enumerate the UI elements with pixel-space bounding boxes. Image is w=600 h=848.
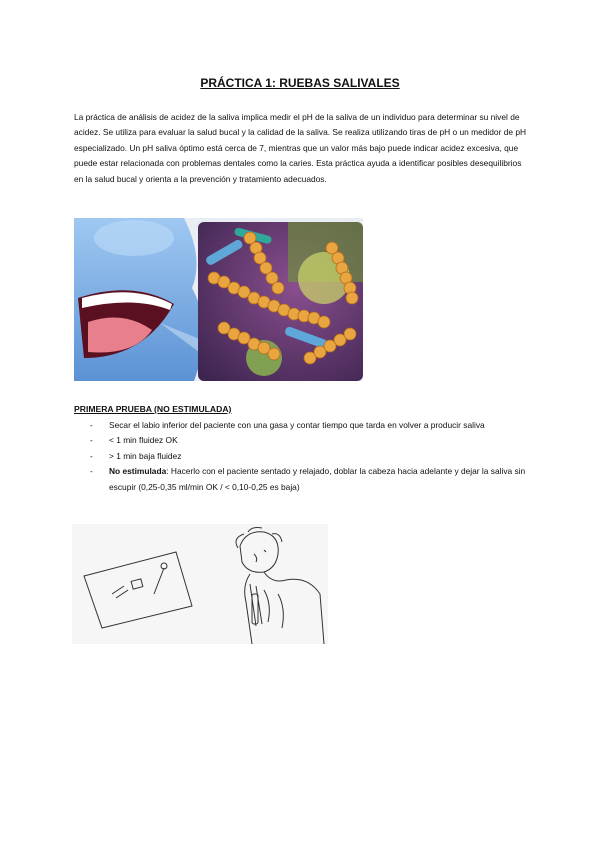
list-item: - No estimulada: Hacerlo con el paciente sentado y relajado, doblar la cabeza hacia adelante y dejar la saliva sin escupir (0,25-0,35 ml/min OK / < 0,10-0,25 es baja) xyxy=(90,464,535,495)
saliva-bacteria-image xyxy=(74,218,363,381)
list-item: - > 1 min baja fluidez xyxy=(90,449,535,464)
procedure-list xyxy=(90,418,535,495)
page-title: PRÁCTICA 1: RUEBAS SALIVALES xyxy=(200,76,400,90)
saliva-collection-sketch xyxy=(72,524,328,644)
list-item: - < 1 min fluidez OK xyxy=(90,433,535,448)
list-item: - Secar el labio inferior del paciente con una gasa y contar tiempo que tarda en volver a producir saliva xyxy=(90,418,535,433)
section-title-primera-prueba: PRIMERA PRUEBA (NO ESTIMULADA) xyxy=(74,404,232,414)
intro-paragraph: La práctica de análisis de acidez de la saliva implica medir el pH de la saliva de un individuo para determinar su nivel de acidez. Se utiliza para evaluar la salud bucal y la calidad de la saliva. Se realiza utilizando tiras de pH o un medidor de pH especializado. Un pH saliva óptimo está cerca de 7, mientras que un valor más bajo puede indicar acidez excesiva, que puede estar relacionada con problemas dentales como la caries. Esta práctica ayuda a identificar posibles desequilibrios en la salud bucal y orienta a la prevención y tratamiento adecuados. xyxy=(74,112,527,184)
